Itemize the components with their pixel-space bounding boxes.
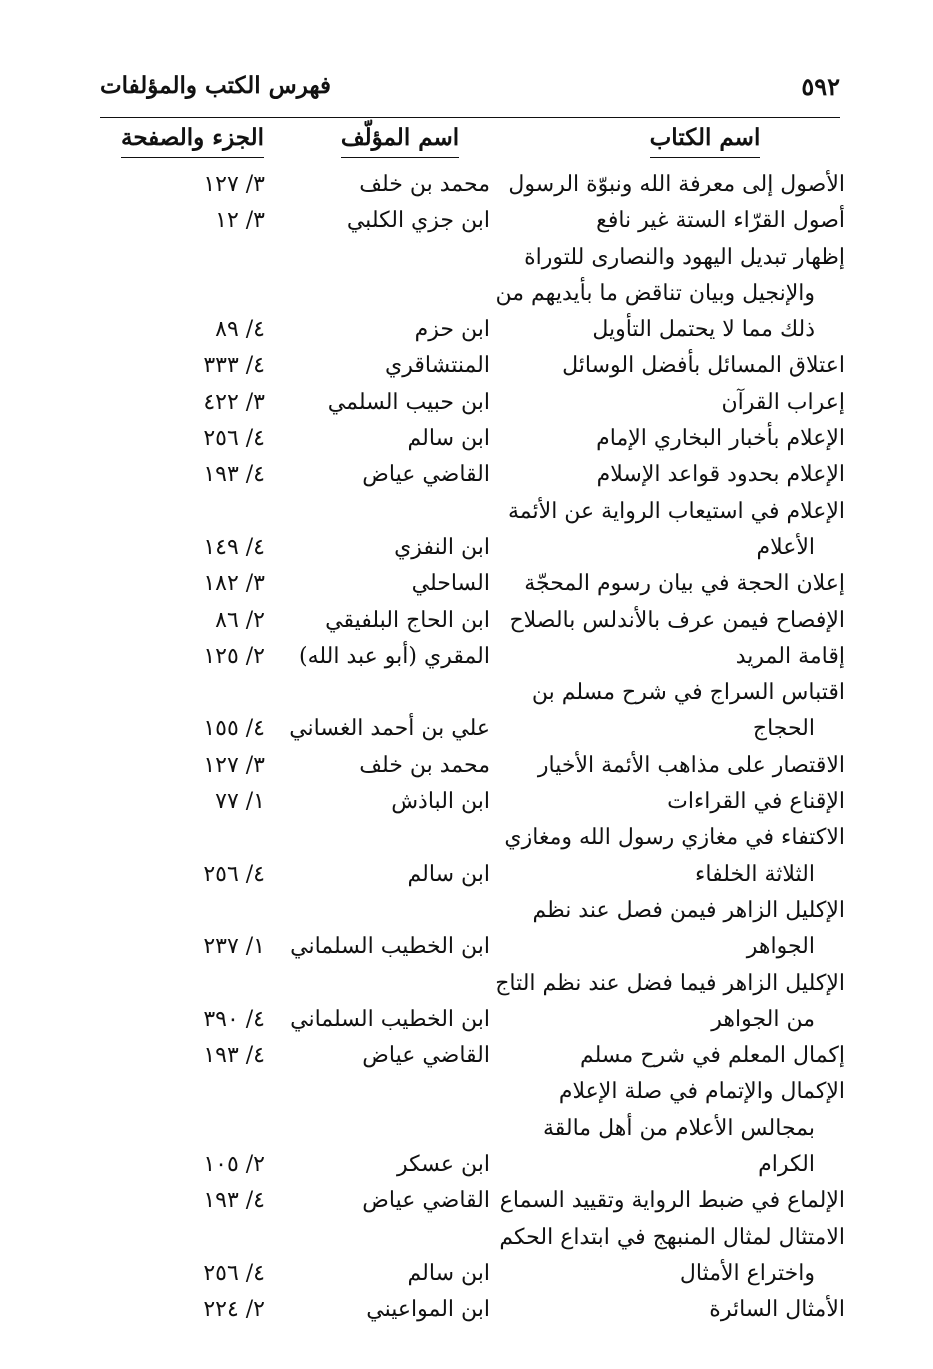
index-entry	[100, 1183, 845, 1219]
page-number: ٥٩٢	[801, 72, 840, 101]
column-header-part-page-label: الجزء والصفحة	[121, 124, 264, 158]
index-entry	[100, 639, 845, 675]
part-page-ref: ٣/ ١٢٧	[203, 172, 265, 197]
book-title-line: الإلماع في ضبط الرواية وتقييد السماع	[499, 1188, 845, 1214]
book-title-line: الثلاثة الخلفاء	[695, 861, 815, 887]
index-entries	[100, 167, 845, 1329]
part-page-ref: ٤/ ٢٥٦	[203, 1260, 265, 1286]
part-page-ref: ٤/ ١٩٣	[203, 1043, 265, 1069]
part-page-ref: ٤/ ١٩٣	[203, 462, 265, 488]
book-title-line: إعلان الحجة في بيان رسوم المحجّة	[524, 571, 845, 597]
part-page-ref: ٣/ ٤٢٢	[203, 389, 265, 415]
book-title-line: من الجواهر	[711, 1006, 815, 1032]
book-title	[510, 784, 845, 820]
book-title-line: الإعلام بحدود قواعد الإسلام	[596, 462, 845, 488]
book-title-line: الإفصاح فيمن عرف بالأندلس بالصلاح	[509, 607, 845, 633]
book-title	[495, 240, 845, 349]
book-title	[510, 203, 845, 239]
part-page-ref: ٤/ ١٤٩	[203, 534, 265, 560]
index-entry	[100, 1292, 845, 1328]
part-page-ref: ٤/ ١٩٣	[203, 1188, 265, 1214]
book-title	[495, 966, 845, 1039]
book-title	[510, 457, 845, 493]
part-page-ref: ٣/ ١٢	[215, 208, 265, 234]
author-name: ابن سالم	[407, 861, 490, 887]
book-title-line: الامتثال لمثال المنبهج في ابتداع الحكم	[499, 1224, 845, 1250]
book-title-line: واختراع الأمثال	[679, 1260, 815, 1286]
book-title	[510, 1292, 845, 1328]
book-title-line: الاقتصار على مذاهب الأئمة الأخيار	[537, 752, 845, 778]
book-title	[499, 1183, 845, 1219]
book-title	[510, 1038, 845, 1074]
author-name: ابن الحاج البلفيقي	[325, 607, 490, 633]
book-title-line: الإكليل الزاهر فيما فضل عند نظم التاج	[495, 970, 845, 996]
author-name: علي بن أحمد الغساني	[289, 716, 490, 742]
index-entry	[100, 966, 845, 1039]
index-entry	[100, 893, 845, 966]
book-title-line: الأصول إلى معرفة الله ونبوّة الرسول	[508, 172, 845, 197]
book-title	[510, 385, 845, 421]
book-title	[510, 348, 845, 384]
index-entry	[100, 421, 845, 457]
author-name: القاضي عياض	[362, 1043, 490, 1069]
index-entry	[100, 167, 845, 203]
author-name: ابن الخطيب السلماني	[290, 934, 490, 960]
part-page-ref: ٤/ ١٥٥	[203, 716, 265, 742]
part-page-ref: ١/ ٢٣٧	[203, 934, 265, 960]
author-name: المقري (أبو عبد الله)	[299, 643, 490, 669]
book-title-line: الإعلام في استيعاب الرواية عن الأئمة	[508, 498, 845, 524]
index-entry	[100, 1220, 845, 1293]
book-title-line: بمجالس الأعلام من أهل مالقة	[542, 1115, 815, 1141]
index-entry	[100, 784, 845, 820]
author-name: ابن عسكر	[396, 1152, 490, 1178]
book-title-line: إقامة المريد	[735, 643, 845, 669]
author-name: ابن الخطيب السلماني	[290, 1006, 490, 1032]
author-name: القاضي عياض	[362, 1188, 490, 1214]
book-title	[510, 893, 845, 966]
author-name: ابن سالم	[407, 1260, 490, 1286]
author-name: ابن المواعيني	[366, 1297, 490, 1323]
book-title	[504, 820, 845, 893]
index-entry	[100, 348, 845, 384]
book-title-line: والإنجيل وبيان تناقض ما بأيديهم من	[495, 280, 815, 306]
index-entry	[100, 385, 845, 421]
author-name: ابن حزم	[414, 317, 490, 343]
book-title-line: الأعلام	[756, 534, 815, 560]
header-rule	[100, 117, 840, 118]
book-title-line: الأمثال السائرة	[709, 1297, 845, 1323]
author-name: الساحلي	[411, 571, 490, 597]
part-page-ref: ٢/ ١٠٥	[203, 1152, 265, 1178]
author-name: ابن سالم	[407, 426, 490, 452]
part-page-ref: ٢/ ١٢٥	[203, 643, 265, 669]
book-title	[510, 566, 845, 602]
book-title	[499, 1220, 845, 1293]
book-title-line: الإكليل الزاهر فيمن فصل عند نظم	[532, 897, 845, 923]
part-page-ref: ٤/ ٢٥٦	[203, 861, 265, 887]
index-entry	[100, 603, 845, 639]
column-header-book-label: اسم الكتاب	[650, 124, 761, 158]
book-title	[510, 421, 845, 457]
book-title	[510, 494, 845, 567]
column-header-part-page	[120, 124, 265, 158]
book-title	[510, 167, 845, 203]
part-page-ref: ٤/ ٢٥٦	[203, 426, 265, 452]
running-head	[100, 72, 840, 108]
column-header-author-label: اسم المؤلّف	[341, 124, 459, 158]
author-name: ابن حبيب السلمي	[327, 389, 490, 415]
author-name: ابن جزي الكلبي	[346, 208, 490, 234]
index-entry	[100, 457, 845, 493]
book-title-line: أصول القرّاء الستة غير نافع	[596, 208, 845, 234]
book-title-line: الحجاج	[752, 716, 815, 742]
part-page-ref: ٣/ ١٨٢	[203, 571, 265, 597]
index-entry	[100, 1038, 845, 1074]
author-name: المنتشاقري	[384, 353, 490, 379]
index-entry	[100, 203, 845, 239]
book-title	[510, 639, 845, 675]
index-entry	[100, 748, 845, 784]
index-entry	[100, 820, 845, 893]
running-title: فهرس الكتب والمؤلفات	[100, 72, 331, 99]
index-entry	[100, 1074, 845, 1183]
author-name: ابن النفزي	[394, 534, 490, 560]
book-title-line: الاكتفاء في مغازي رسول الله ومغازي	[504, 825, 845, 851]
book-title-line: الكرام	[758, 1152, 815, 1178]
book-title-line: الجواهر	[746, 934, 815, 960]
book-title-line: ذلك مما لا يحتمل التأويل	[592, 317, 815, 343]
author-name: ابن الباذش	[391, 789, 490, 815]
part-page-ref: ٤/ ٨٩	[215, 317, 265, 343]
index-entry	[100, 494, 845, 567]
book-title-line: إكمال المعلم في شرح مسلم	[580, 1043, 845, 1069]
part-page-ref: ٢/ ٨٦	[215, 607, 265, 633]
book-title-line: اعتلاق المسائل بأفضل الوسائل	[562, 353, 845, 379]
author-name: محمد بن خلف	[359, 752, 490, 778]
index-entry	[100, 566, 845, 602]
part-page-ref: ٤/ ٣٣٣	[203, 353, 265, 379]
part-page-ref: ٣/ ١٢٧	[203, 752, 265, 778]
author-name: محمد بن خلف	[359, 172, 490, 197]
index-entry	[100, 675, 845, 748]
book-title-line: اقتباس السراج في شرح مسلم بن	[531, 680, 845, 706]
part-page-ref: ٢/ ٢٢٤	[203, 1297, 265, 1323]
book-title-line: الإعلام بأخبار البخاري الإمام	[596, 426, 845, 452]
book-title-line: الإكمال والإتمام في صلة الإعلام	[558, 1079, 845, 1105]
index-entry	[100, 240, 845, 349]
book-title-line: إظهار تبديل اليهود والنصارى للتوراة	[524, 244, 845, 270]
author-name: القاضي عياض	[362, 462, 490, 488]
part-page-ref: ١/ ٧٧	[215, 789, 265, 815]
column-header-author	[325, 124, 475, 158]
book-title	[510, 748, 845, 784]
book-title	[510, 1074, 845, 1183]
column-header-book	[600, 124, 810, 158]
book-title-line: إعراب القرآن	[721, 389, 845, 415]
book-title-line: الإقناع في القراءات	[667, 789, 845, 815]
book-title	[510, 603, 845, 639]
part-page-ref: ٤/ ٣٩٠	[203, 1006, 265, 1032]
book-title	[510, 675, 845, 748]
